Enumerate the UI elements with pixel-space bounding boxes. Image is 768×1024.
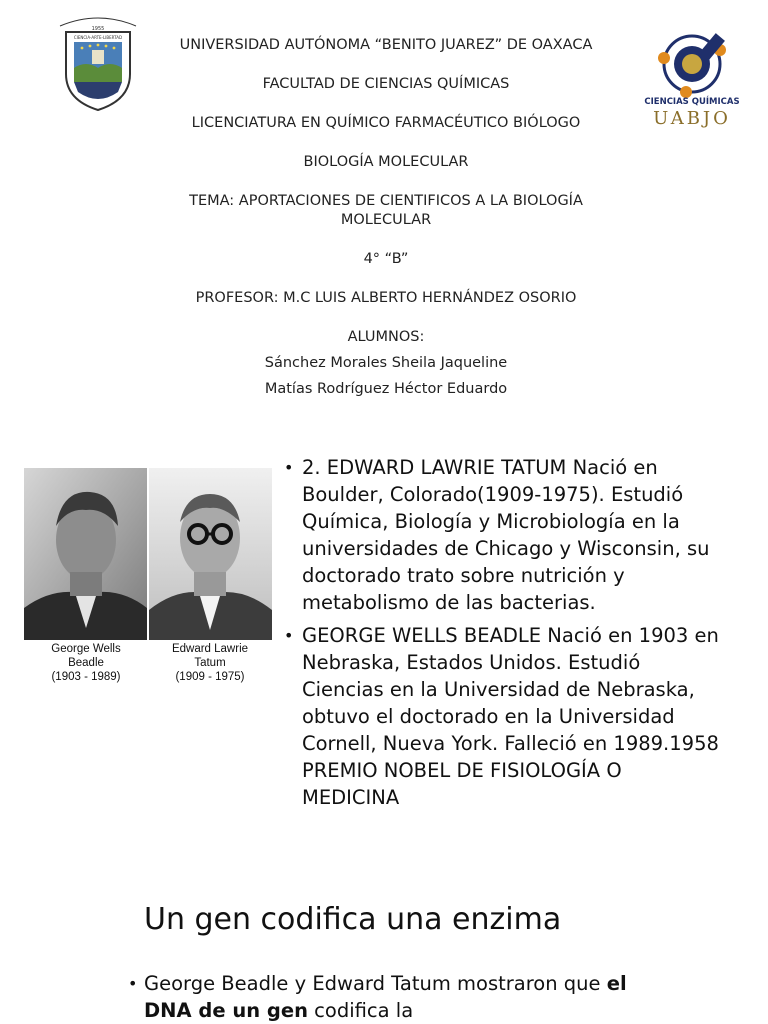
caption-name-line: Beadle [68,657,104,669]
students-label: ALUMNOS: [347,329,425,345]
professor: PROFESOR: M.C LUIS ALBERTO HERNÁNDEZ OSORIO [195,290,577,306]
bullet-bold-text: el DNA de un gen [144,972,627,1022]
tatum-portrait [149,468,272,640]
cover-text-block [150,36,622,402]
logo-text-ciencias: CIENCIAS QUÍMICAS [644,97,740,107]
students-block [150,324,622,402]
tatum-caption [150,642,270,684]
cover-slide [0,0,768,430]
degree-name: LICENCIATURA EN QUÍMICO FARMACÉUTICO BIÓLOGO [191,115,581,131]
faculty-name: FACULTAD DE CIENCIAS QUÍMICAS [262,76,510,92]
course-name: BIOLOGÍA MOLECULAR [303,154,469,170]
seal-year: 1955 [91,26,105,32]
group: 4° “B” [363,251,409,267]
university-seal-logo [52,12,144,112]
scientists-slide [0,430,768,870]
logo-text-uabjo: UABJO [653,108,731,128]
bullet-text: codifica la [307,999,414,1022]
student-name: Matías Rodríguez Héctor Eduardo [264,381,508,397]
beadle-caption [26,642,146,684]
ciencias-quimicas-logo [640,28,744,128]
caption-years: (1909 - 1975) [175,671,245,683]
caption-name-line: George Wells [51,643,121,655]
beadle-biography: • GEORGE WELLS BEADLE Nació en 1903 en Nebraska, Estados Unidos. Estudió Ciencias en la Universidad de Nebraska, obtuvo el doctorado en la Universidad Cornell, Nueva York. Falleció en 1989.1958 PREMIO NOBEL DE FISIOLOGÍA O MEDICINA [284,622,724,811]
caption-name-line: Tatum [194,657,226,669]
tatum-biography: • 2. EDWARD LAWRIE TATUM Nació en Boulder, Colorado(1909-1975). Estudió Química, Biología y Microbiología en la universidades de Chicago y Wisconsin, su doctorado trato sobre nutrición y metabolismo de las bacterias. [284,454,724,616]
student-name: Sánchez Morales Sheila Jaqueline [264,355,508,371]
biography-list [284,454,724,817]
slide-title: Un gen codifica una enzima [144,902,562,937]
university-name: UNIVERSIDAD AUTÓNOMA “BENITO JUAREZ” DE OAXACA [179,37,593,53]
bullet-text: George Beadle y Edward Tatum mostraron que [144,972,607,995]
beadle-portrait [24,468,147,640]
seal-motto: CIENCIA-ARTE-LIBERTAD [73,35,123,40]
caption-years: (1903 - 1989) [51,671,121,683]
topic: TEMA: APORTACIONES DE CIENTIFICOS A LA BIOLOGÍA MOLECULAR [189,193,583,228]
gene-enzyme-slide [0,870,768,1024]
gene-enzyme-bullet [128,970,664,1024]
caption-name-line: Edward Lawrie [171,643,249,655]
